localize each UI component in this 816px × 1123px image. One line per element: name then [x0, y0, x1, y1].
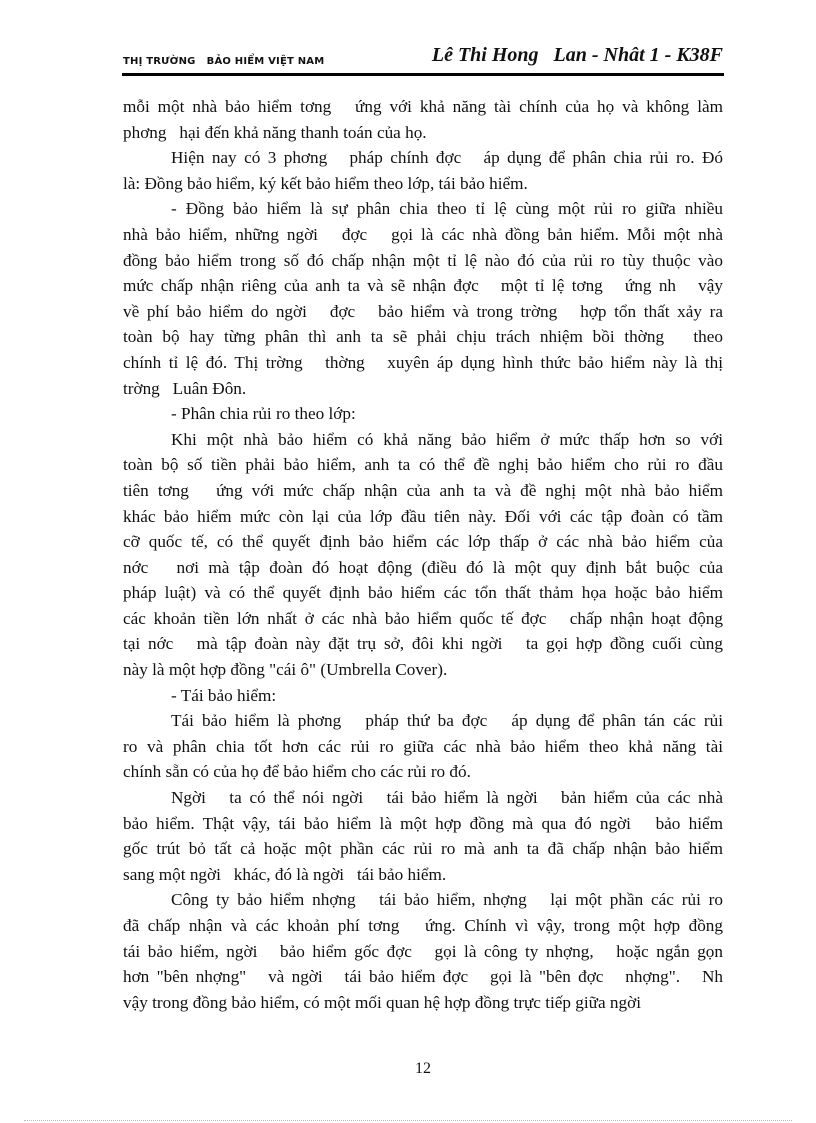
text-line: đã chấp nhận và các khoản phí tơng ứng. Chính vì vậy, trong một hợp đồng [123, 916, 723, 935]
text-line: Hiện nay có 3 phơng pháp chính đợc áp dụng để phân chia rủi ro. Đó [171, 148, 723, 168]
text-line: pháp luật) và có thể quyết định bảo hiểm các tổn thất thảm họa hoặc bảo hiểm [123, 583, 723, 603]
text-line: - Phân chia rủi ro theo lớp: [171, 404, 356, 424]
text-line: - Đồng bảo hiểm là sự phân chia theo tỉ lệ cùng một rủi ro giữa nhiều [171, 199, 723, 219]
text-line: nớc nơi mà tập đoàn đó hoạt động (điều đó là một quy định bắt buộc của [123, 557, 723, 577]
text-line: sang một ngời khác, đó là ngời tái bảo hiểm. [123, 864, 447, 884]
text-line: tiên tơng ứng với mức chấp nhận của anh ta và đề nghị một nhà bảo hiểm [123, 480, 723, 500]
page-header [123, 44, 723, 72]
text-line: Ngời ta có thể nói ngời tái bảo hiểm là ngời bản hiểm của các nhà [171, 788, 723, 808]
text-line: về phí bảo hiểm do ngời đợc bảo hiểm và trong trờng hợp tổn thất xảy ra [123, 301, 723, 321]
text-line: này là một hợp đồng "cái ô" (Umbrella Cover). [123, 660, 448, 680]
text-line: tái bảo hiểm, ngời bảo hiểm gốc đợc gọi là công ty nhợng, hoặc ngắn gọn [123, 941, 723, 961]
text-line: đồng bảo hiểm trong số đó chấp nhận một tỉ lệ nào đó của rủi ro tùy thuộc vào [123, 250, 723, 270]
footer-rule [24, 1120, 792, 1121]
text-line: khác bảo hiểm mức còn lại của lớp đầu tiên này. Đối với các tập đoàn có tầm [123, 506, 723, 526]
document-body [123, 94, 723, 1015]
text-line: toàn bộ số tiền phải bảo hiểm, anh ta có thể đề nghị bảo hiểm cho rủi ro đầu [123, 455, 723, 475]
text-line: Công ty bảo hiểm nhợng tái bảo hiểm, nhợng lại một phần các rủi ro [171, 890, 723, 910]
text-line: phơng hại đến khả năng thanh toán của họ. [123, 122, 427, 142]
text-line: - Tái bảo hiểm: [171, 685, 277, 705]
text-line: Khi một nhà bảo hiểm có khả năng bảo hiểm ở mức thấp hơn so với [171, 429, 723, 449]
text-line: hơn "bên nhợng" và ngời tái bảo hiểm đợc gọi là "bên đợc nhợng". Nh [123, 967, 723, 987]
text-line: vậy trong đồng bảo hiểm, có một mối quan hệ hợp đồng trực tiếp giữa ngời [123, 992, 641, 1012]
text-line: mỗi một nhà bảo hiểm tơng ứng với khả năng tài chính của họ và không làm [123, 97, 723, 116]
text-line: nhà bảo hiểm, những ngời đợc gọi là các nhà đồng bản hiểm. Mỗi một nhà [123, 224, 723, 244]
text-line: các khoản tiền lớn nhất ở các nhà bảo hiểm quốc tế đợc chấp nhận hoạt động [123, 608, 723, 628]
text-line: ro và phân chia tốt hơn các rủi ro giữa các nhà bảo hiểm theo khả năng tài [123, 736, 723, 756]
text-line: cỡ quốc tế, có thể quyết định bảo hiểm các lớp thấp ở các nhà bảo hiểm của [123, 532, 723, 552]
text-line: Tái bảo hiểm là phơng pháp thứ ba đợc áp dụng để phân tán các rủi [171, 711, 723, 731]
text-line: chính tỉ lệ đó. Thị trờng thờng xuyên áp dụng hình thức bảo hiểm này là thị [123, 352, 723, 372]
text-line: mức chấp nhận riêng của anh ta và sẽ nhận đợc một tỉ lệ tơng ứng nh vậy [123, 276, 723, 296]
text-line: bảo hiểm. Thật vậy, tái bảo hiểm là một hợp đồng mà qua đó ngời bảo hiểm [123, 813, 723, 833]
page-number: 12 [415, 1060, 431, 1077]
text-line: trờng Luân Đôn. [123, 378, 247, 398]
text-line: tại nớc mà tập đoàn này đặt trụ sở, đôi khi ngời ta gọi hợp đồng cuối cùng [123, 634, 723, 654]
header-publication-title: THỊ TRƯỜNG BẢO HIỂM VIỆT NAM [123, 56, 325, 67]
text-line: chính sẵn có của họ để bảo hiểm cho các rủi ro đó. [123, 762, 471, 782]
header-author: Lê Thi Hong Lan - Nhât 1 - K38F [431, 44, 723, 66]
header-rule [122, 73, 724, 76]
text-line: toàn bộ hay từng phân thì anh ta sẽ phải chịu trách nhiệm bồi thờng theo [123, 327, 723, 347]
text-line: là: Đồng bảo hiểm, ký kết bảo hiểm theo lớp, tái bảo hiểm. [123, 173, 528, 193]
text-line: gốc trút bỏ tất cả hoặc một phần các rủi ro mà anh ta đã chấp nhận bảo hiểm [123, 839, 723, 859]
